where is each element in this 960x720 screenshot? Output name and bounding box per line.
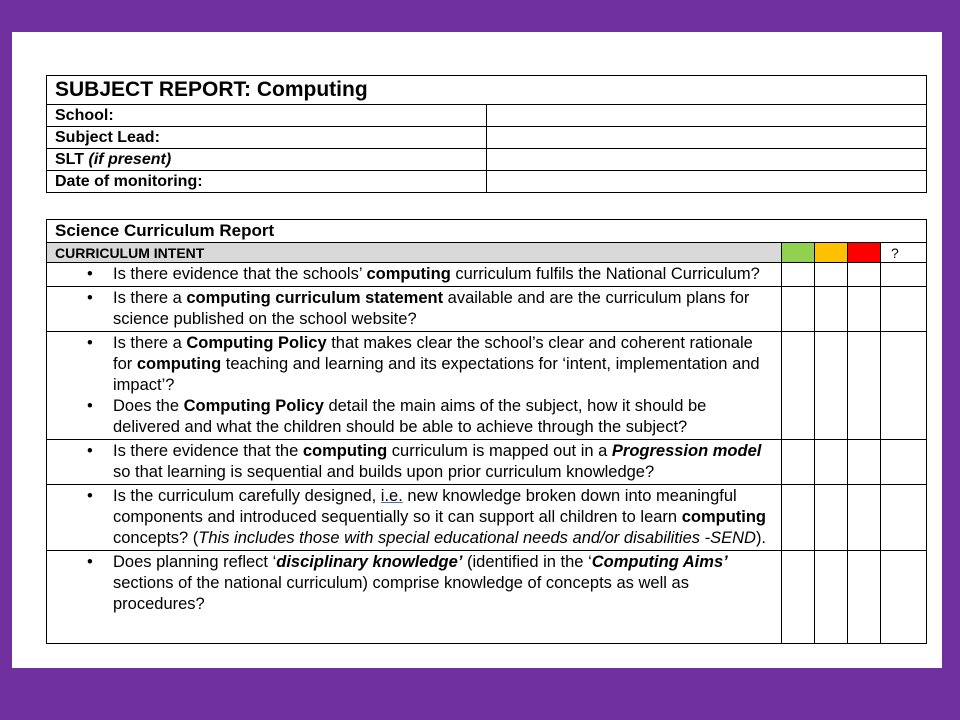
- rating-green-cell[interactable]: [781, 485, 814, 551]
- field-value-school[interactable]: [487, 105, 927, 127]
- rating-unknown-cell[interactable]: [880, 551, 926, 644]
- criteria-row: [47, 332, 927, 440]
- criteria-row: [47, 485, 927, 551]
- rating-red-cell[interactable]: [847, 485, 880, 551]
- field-label-school: School:: [47, 105, 487, 127]
- criteria-text: • Does planning reflect ‘disciplinary knowledge’ (identified in the ‘Computing Aims’ sections of the national curriculum) comprise knowledge of concepts as well as procedures?: [47, 551, 782, 644]
- field-label-slt: SLT (if present): [47, 149, 487, 171]
- rating-unknown-cell[interactable]: [880, 485, 926, 551]
- field-value-slt[interactable]: [487, 149, 927, 171]
- rating-red-cell[interactable]: [847, 287, 880, 332]
- field-label-date: Date of monitoring:: [47, 171, 487, 193]
- rating-red-cell[interactable]: [847, 332, 880, 440]
- rating-unknown-cell[interactable]: [880, 440, 926, 485]
- rating-amber-cell[interactable]: [814, 440, 847, 485]
- rating-green-cell[interactable]: [781, 440, 814, 485]
- curriculum-report-title: Science Curriculum Report: [47, 220, 927, 243]
- criteria-row: [47, 287, 927, 332]
- field-label-subject-lead: Subject Lead:: [47, 127, 487, 149]
- criteria-row: [47, 551, 927, 644]
- criteria-text: • Is there evidence that the computing curriculum is mapped out in a Progression model so that learning is sequential and builds upon prior curriculum knowledge?: [47, 440, 782, 485]
- field-row-date: [47, 171, 927, 193]
- curriculum-report-table: [46, 219, 927, 644]
- rating-green-cell[interactable]: [781, 287, 814, 332]
- rag-red-header: [847, 243, 880, 263]
- unknown-header: ?: [880, 243, 926, 263]
- rag-amber-header: [814, 243, 847, 263]
- criteria-row: [47, 440, 927, 485]
- rating-green-cell[interactable]: [781, 263, 814, 287]
- field-value-subject-lead[interactable]: [487, 127, 927, 149]
- rating-unknown-cell[interactable]: [880, 287, 926, 332]
- rating-unknown-cell[interactable]: [880, 263, 926, 287]
- criteria-text: • Is the curriculum carefully designed, i.e. new knowledge broken down into meaningful components and introduced sequentially so it can support all children to learn computing concepts? (This includes those with special educational needs and/or disabilities -SEND).: [47, 485, 782, 551]
- section-title: CURRICULUM INTENT: [47, 243, 782, 263]
- criteria-text: • Is there a Computing Policy that makes clear the school’s clear and coherent rationale for computing teaching and learning and its expectations for ‘intent, implementation and impact’? • Does the Computing Policy detail the main aims of the subject, how it should be delivered and what the children should be able to achieve through the subject?: [47, 332, 782, 440]
- field-row-slt: [47, 149, 927, 171]
- document-page: [12, 32, 942, 668]
- rating-amber-cell[interactable]: [814, 551, 847, 644]
- rating-green-cell[interactable]: [781, 332, 814, 440]
- section-header-row: [47, 243, 927, 263]
- subject-report-table: [46, 75, 927, 193]
- field-row-school: [47, 105, 927, 127]
- criteria-text: • Is there evidence that the schools’ computing curriculum fulfils the National Curriculum?: [47, 263, 782, 287]
- field-value-date[interactable]: [487, 171, 927, 193]
- rating-unknown-cell[interactable]: [880, 332, 926, 440]
- rating-amber-cell[interactable]: [814, 263, 847, 287]
- field-row-subject-lead: [47, 127, 927, 149]
- rating-red-cell[interactable]: [847, 263, 880, 287]
- criteria-row: [47, 263, 927, 287]
- criteria-text: • Is there a computing curriculum statement available and are the curriculum plans for science published on the school website?: [47, 287, 782, 332]
- report-title: SUBJECT REPORT: Computing: [47, 76, 927, 105]
- rating-red-cell[interactable]: [847, 551, 880, 644]
- rating-amber-cell[interactable]: [814, 332, 847, 440]
- rating-green-cell[interactable]: [781, 551, 814, 644]
- rating-amber-cell[interactable]: [814, 485, 847, 551]
- rag-green-header: [781, 243, 814, 263]
- rating-red-cell[interactable]: [847, 440, 880, 485]
- rating-amber-cell[interactable]: [814, 287, 847, 332]
